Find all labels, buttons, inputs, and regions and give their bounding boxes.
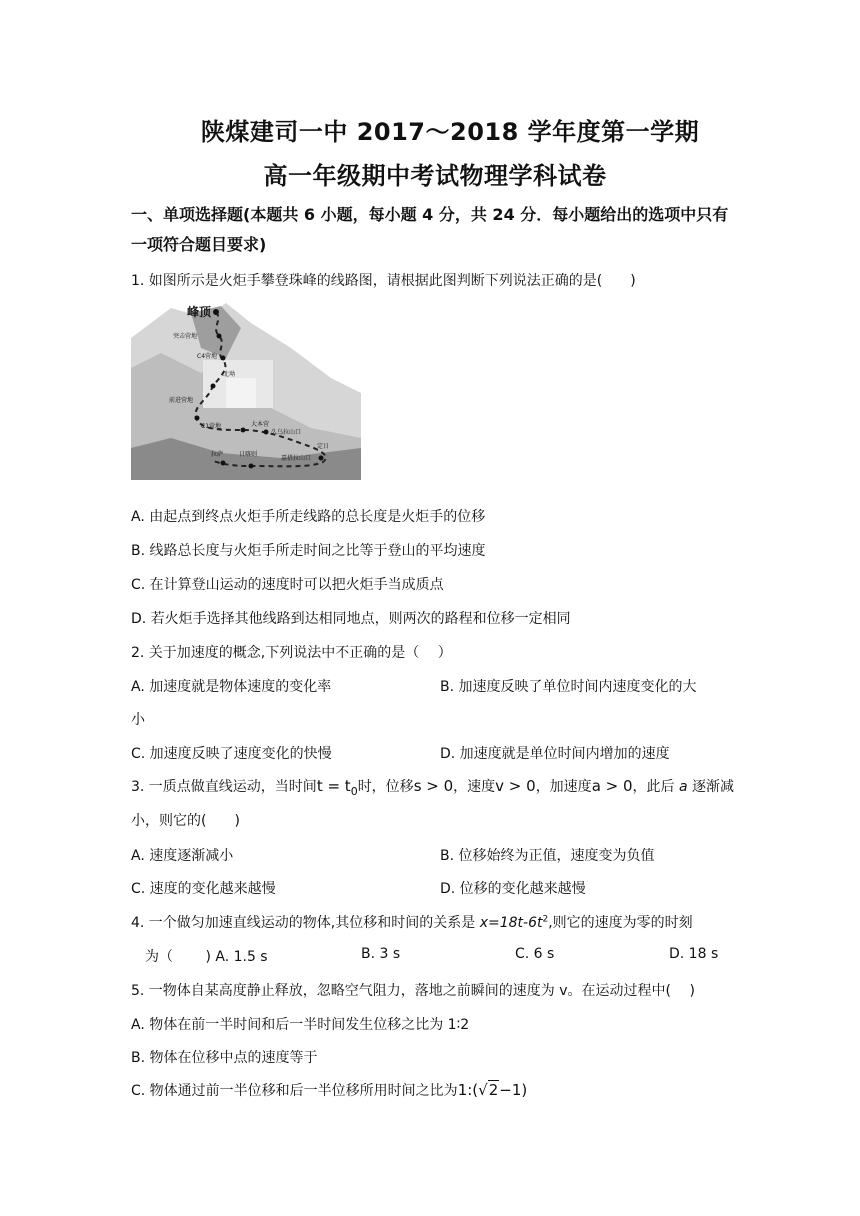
svg-text:大本营: 大本营 bbox=[251, 421, 270, 428]
q2-option-b-continued: 小 bbox=[131, 712, 145, 728]
exam-title-line1: 陕煤建司一中 2017～2018 学年度第一学期 bbox=[200, 118, 700, 146]
q3-option-d: D. 位移的变化越来越慢 bbox=[440, 881, 586, 897]
q1-option-a: A. 由起点到终点火炬手所走线路的总长度是火炬手的位移 bbox=[131, 509, 486, 525]
q1-stem: 1. 如图所示是火炬手攀登珠峰的线路图，请根据此图判断下列说法正确的是( ) bbox=[131, 273, 636, 289]
q3-option-a: A. 速度逐渐减小 bbox=[131, 848, 234, 864]
svg-text:嘉措拉山口: 嘉措拉山口 bbox=[281, 455, 312, 462]
q2-option-b: B. 加速度反映了单位时间内速度变化的大 bbox=[440, 679, 697, 695]
q4-option-b: B. 3 s bbox=[361, 946, 401, 962]
q2-option-c: C. 加速度反映了速度变化的快慢 bbox=[131, 746, 332, 762]
q4-option-a: 为（ ) A. 1.5 s bbox=[131, 949, 268, 965]
route-map-image bbox=[131, 298, 361, 480]
svg-text:日喀则: 日喀则 bbox=[239, 451, 258, 458]
svg-text:C4营地: C4营地 bbox=[197, 353, 218, 360]
q3-stem: 3. 一质点做直线运动，当时间$t = t_0$时，位移s > 0，速度v > 0，加速度a > 0，此后 a 逐渐减 bbox=[131, 777, 735, 798]
q3-option-b: B. 位移始终为正值，速度变为负值 bbox=[440, 848, 655, 864]
q2-stem: 2. 关于加速度的概念,下列说法中不正确的是（ ） bbox=[131, 645, 452, 661]
q4-option-c: C. 6 s bbox=[515, 946, 555, 962]
q5-option-a: A. 物体在前一半时间和后一半时间发生位移之比为 1∶2 bbox=[131, 1017, 470, 1033]
q1-option-b: B. 线路总长度与火炬手所走时间之比等于登山的平均速度 bbox=[131, 543, 486, 559]
q4-stem: 4. 一个做匀加速直线运动的物体,其位移和时间的关系是 $x=18t-6t^2$,则它的速度为零的时刻 bbox=[131, 914, 693, 931]
q5-option-b: B. 物体在位移中点的速度等于 bbox=[131, 1050, 318, 1066]
q5-option-c: C. 物体通过前一半位移和后一半位移所用时间之比为1:(√2−1) bbox=[131, 1081, 528, 1099]
everest-route-map bbox=[131, 298, 361, 480]
map-label-summit: 峰顶 bbox=[187, 305, 212, 319]
svg-text:突击营地: 突击营地 bbox=[173, 333, 198, 340]
svg-text:拉萨: 拉萨 bbox=[211, 451, 224, 458]
svg-text:C1营地: C1营地 bbox=[201, 423, 222, 430]
svg-text:前进营地: 前进营地 bbox=[169, 397, 194, 404]
svg-text:久乌拉山口: 久乌拉山口 bbox=[271, 429, 302, 436]
q4-option-d: D. 18 s bbox=[669, 946, 719, 962]
q1-option-d: D. 若火炬手选择其他线路到达相同地点，则两次的路程和位移一定相同 bbox=[131, 611, 571, 627]
q2-option-a: A. 加速度就是物体速度的变化率 bbox=[131, 679, 332, 695]
section-heading: 一、单项选择题(本题共 6 小题，每小题 4 分，共 24 分．每小题给出的选项中只有一项符合题目要求) bbox=[131, 205, 729, 254]
q3-stem-continued: 小，则它的( ) bbox=[131, 813, 240, 829]
svg-text:定日: 定日 bbox=[317, 443, 330, 450]
svg-text:北坳: 北坳 bbox=[223, 371, 236, 378]
q3-option-c: C. 速度的变化越来越慢 bbox=[131, 881, 276, 897]
exam-title-line2: 高一年级期中考试物理学科试卷 bbox=[263, 162, 607, 190]
q2-option-d: D. 加速度就是单位时间内增加的速度 bbox=[440, 746, 670, 762]
q5-stem: 5. 一物体自某高度静止释放，忽略空气阻力，落地之前瞬间的速度为 v。在运动过程中( ) bbox=[131, 983, 695, 999]
q1-option-c: C. 在计算登山运动的速度时可以把火炬手当成质点 bbox=[131, 577, 444, 593]
